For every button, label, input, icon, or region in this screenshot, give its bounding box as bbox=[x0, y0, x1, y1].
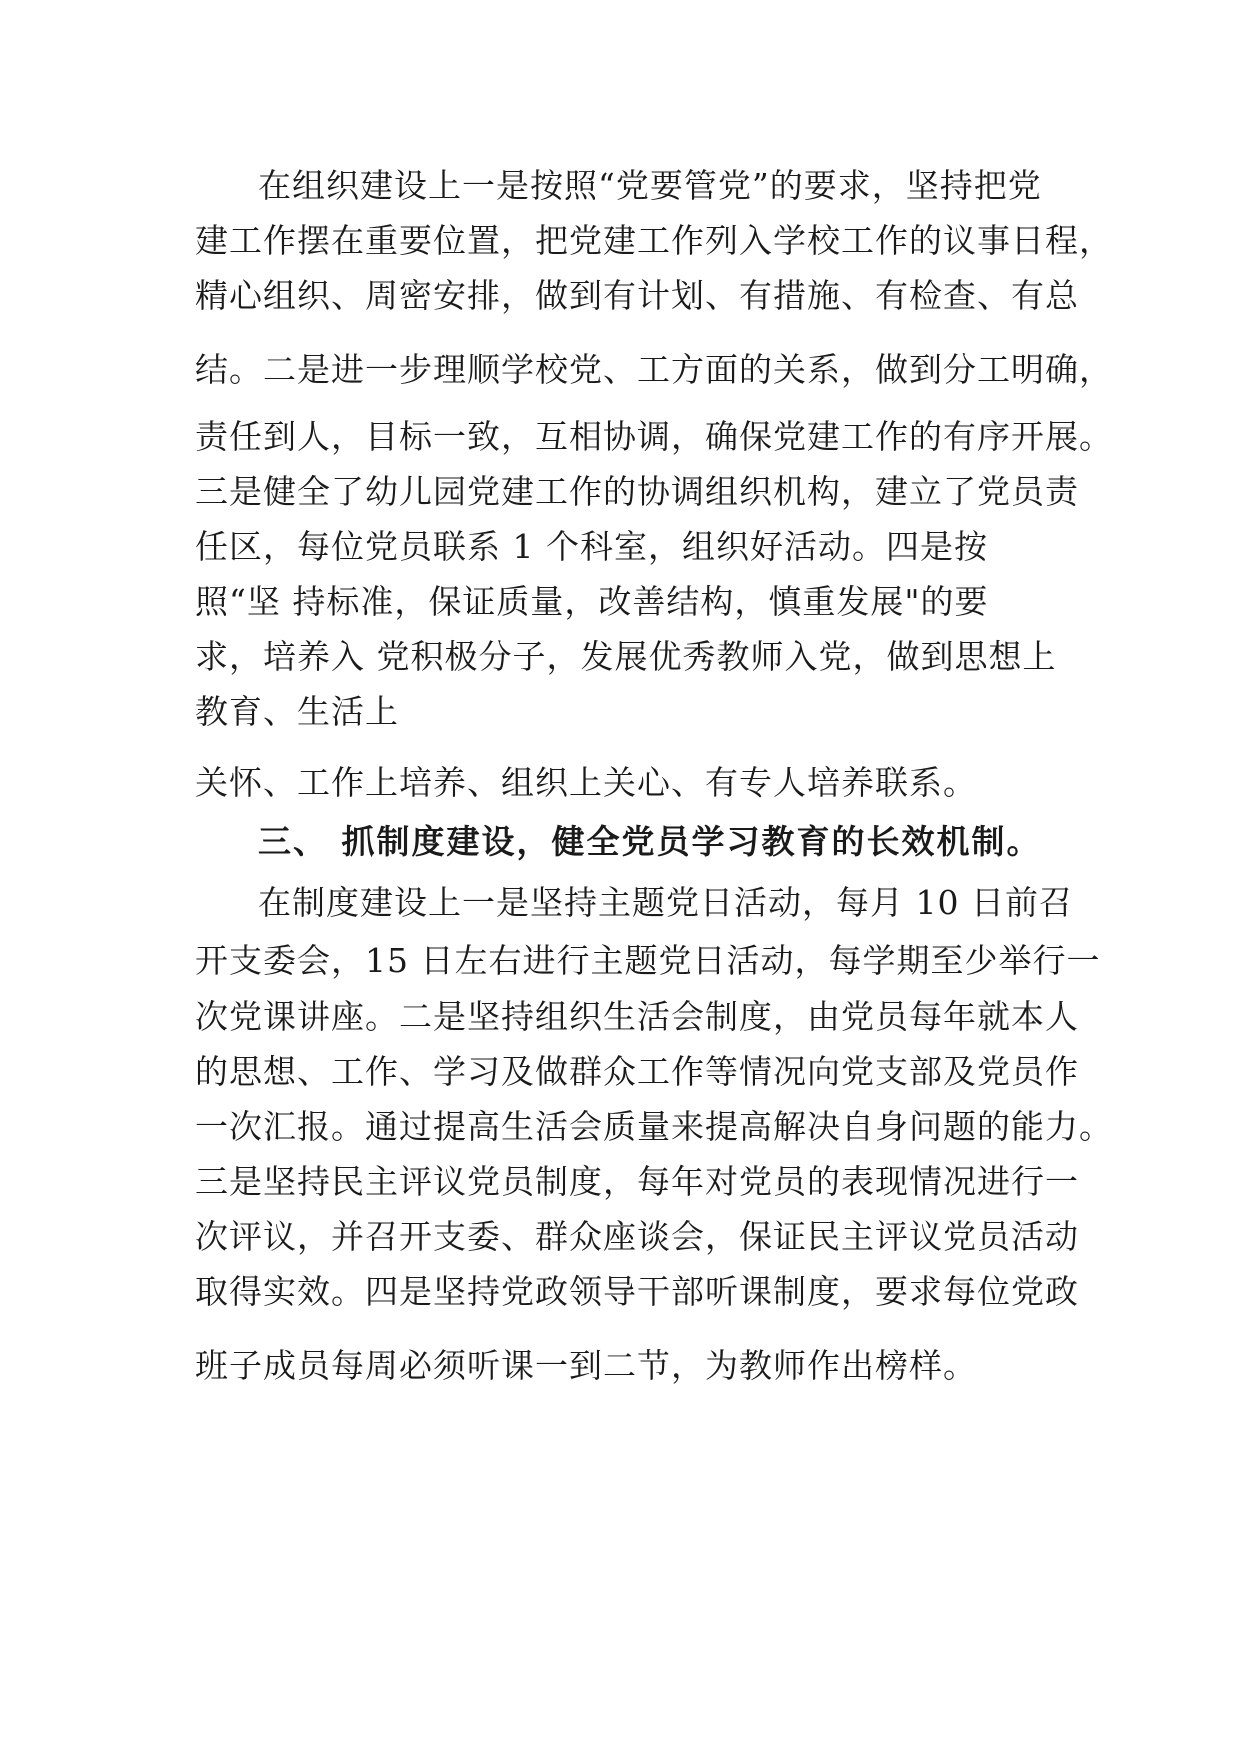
paragraph-2-line-8: 取得实效。四是坚持党政领导干部听课制度，要求每位党政 bbox=[195, 1272, 1079, 1311]
paragraph-2-line-5: 一次汇报。通过提高生活会质量来提高解决自身问题的能力。 bbox=[195, 1107, 1113, 1146]
paragraph-1-line-3: 精心组织、周密安排，做到有计划、有措施、有检查、有总 bbox=[195, 276, 1079, 315]
paragraph-2-line-6: 三是坚持民主评议党员制度，每年对党员的表现情况进行一 bbox=[195, 1162, 1079, 1201]
paragraph-2-line-9: 班子成员每周必须听课一到二节，为教师作出榜样。 bbox=[195, 1346, 977, 1385]
paragraph-1-line-10: 教育、生活上 bbox=[195, 692, 399, 731]
paragraph-1-line-4: 结。二是进一步理顺学校党、工方面的关系，做到分工明确， bbox=[195, 350, 1113, 389]
paragraph-2-line-7: 次评议，并召开支委、群众座谈会，保证民主评议党员活动 bbox=[195, 1217, 1079, 1256]
paragraph-1-line-7: 任区，每位党员联系 1 个科室，组织好活动。四是按 bbox=[195, 527, 988, 566]
section-heading: 三、 抓制度建设，健全党员学习教育的长效机制。 bbox=[258, 822, 1042, 861]
paragraph-1-line-2: 建工作摆在重要位置，把党建工作列入学校工作的议事日程， bbox=[195, 221, 1113, 260]
paragraph-1-line-6: 三是健全了幼儿园党建工作的协调组织机构，建立了党员责 bbox=[195, 472, 1079, 511]
paragraph-2-line-1: 在制度建设上一是坚持主题党日活动，每月 10 日前召 bbox=[258, 883, 1073, 922]
paragraph-1-line-9: 求，培养入 党积极分子，发展优秀教师入党，做到思想上 bbox=[195, 637, 1057, 676]
paragraph-2-line-3: 次党课讲座。二是坚持组织生活会制度，由党员每年就本人 bbox=[195, 997, 1079, 1036]
paragraph-1-line-8: 照“坚 持标准，保证质量，改善结构，慎重发展"的要 bbox=[195, 582, 989, 621]
paragraph-1-line-5: 责任到人，目标一致，互相协调，确保党建工作的有序开展。 bbox=[195, 417, 1113, 456]
paragraph-2-line-2: 开支委会，15 日左右进行主题党日活动，每学期至少举行一 bbox=[195, 941, 1101, 980]
paragraph-2-line-4: 的思想、工作、学习及做群众工作等情况向党支部及党员作 bbox=[195, 1052, 1079, 1091]
paragraph-1-line-11: 关怀、工作上培养、组织上关心、有专人培养联系。 bbox=[195, 763, 977, 802]
paragraph-1-line-1: 在组织建设上一是按照“党要管党”的要求，坚持把党 bbox=[258, 166, 1042, 205]
